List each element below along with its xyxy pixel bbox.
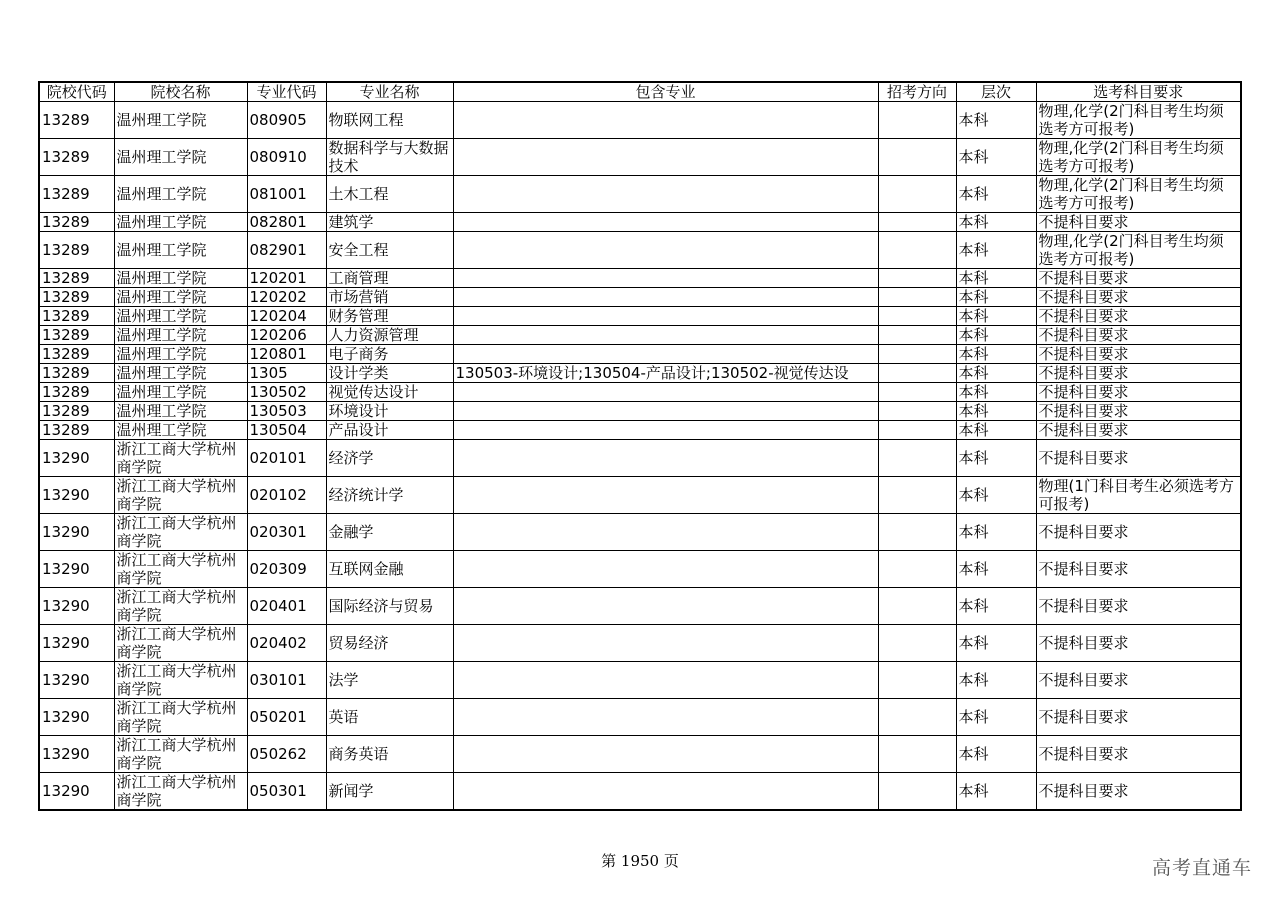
subject-requirement-cell: 物理,化学(2门科目考生均须选考方可报考) (1036, 102, 1241, 139)
included-majors-cell (453, 421, 878, 440)
included-majors-cell (453, 440, 878, 477)
header-subject-requirement: 选考科目要求 (1036, 82, 1241, 102)
major-name-cell: 英语 (326, 699, 453, 736)
school-name-cell: 温州理工学院 (114, 139, 247, 176)
table-row (39, 625, 1241, 662)
level-cell: 本科 (956, 551, 1036, 588)
subject-requirement-cell: 不提科目要求 (1036, 551, 1241, 588)
direction-cell (878, 402, 956, 421)
included-majors-cell (453, 139, 878, 176)
school-name-cell: 温州理工学院 (114, 213, 247, 232)
included-majors-cell (453, 288, 878, 307)
major-name-cell: 金融学 (326, 514, 453, 551)
major-code-cell: 120801 (247, 345, 326, 364)
level-cell: 本科 (956, 139, 1036, 176)
direction-cell (878, 213, 956, 232)
level-cell: 本科 (956, 736, 1036, 773)
level-cell: 本科 (956, 288, 1036, 307)
table-body (39, 102, 1241, 811)
table-row (39, 213, 1241, 232)
level-cell: 本科 (956, 662, 1036, 699)
major-name-cell: 法学 (326, 662, 453, 699)
major-code-cell: 130503 (247, 402, 326, 421)
school-name-cell: 温州理工学院 (114, 326, 247, 345)
included-majors-cell (453, 588, 878, 625)
major-code-cell: 020401 (247, 588, 326, 625)
major-code-cell: 1305 (247, 364, 326, 383)
level-cell: 本科 (956, 699, 1036, 736)
admissions-table (38, 81, 1242, 811)
direction-cell (878, 176, 956, 213)
subject-requirement-cell: 不提科目要求 (1036, 269, 1241, 288)
school-code-cell: 13290 (39, 625, 114, 662)
school-name-cell: 浙江工商大学杭州商学院 (114, 736, 247, 773)
table-row (39, 477, 1241, 514)
school-code-cell: 13289 (39, 364, 114, 383)
major-code-cell: 080905 (247, 102, 326, 139)
school-name-cell: 浙江工商大学杭州商学院 (114, 477, 247, 514)
level-cell: 本科 (956, 345, 1036, 364)
included-majors-cell (453, 551, 878, 588)
major-name-cell: 贸易经济 (326, 625, 453, 662)
school-code-cell: 13290 (39, 736, 114, 773)
level-cell: 本科 (956, 326, 1036, 345)
direction-cell (878, 288, 956, 307)
header-school-code: 院校代码 (39, 82, 114, 102)
school-name-cell: 浙江工商大学杭州商学院 (114, 625, 247, 662)
direction-cell (878, 383, 956, 402)
subject-requirement-cell: 不提科目要求 (1036, 440, 1241, 477)
level-cell: 本科 (956, 213, 1036, 232)
subject-requirement-cell: 不提科目要求 (1036, 345, 1241, 364)
school-name-cell: 温州理工学院 (114, 383, 247, 402)
level-cell: 本科 (956, 773, 1036, 811)
included-majors-cell (453, 345, 878, 364)
included-majors-cell (453, 383, 878, 402)
school-name-cell: 温州理工学院 (114, 176, 247, 213)
table-row (39, 307, 1241, 326)
major-name-cell: 数据科学与大数据技术 (326, 139, 453, 176)
major-name-cell: 人力资源管理 (326, 326, 453, 345)
table-row (39, 326, 1241, 345)
included-majors-cell (453, 102, 878, 139)
major-name-cell: 商务英语 (326, 736, 453, 773)
school-code-cell: 13290 (39, 551, 114, 588)
table-row (39, 383, 1241, 402)
included-majors-cell (453, 662, 878, 699)
school-name-cell: 浙江工商大学杭州商学院 (114, 514, 247, 551)
subject-requirement-cell: 不提科目要求 (1036, 421, 1241, 440)
table-row (39, 402, 1241, 421)
table-row (39, 736, 1241, 773)
table-row (39, 421, 1241, 440)
school-code-cell: 13290 (39, 773, 114, 811)
school-name-cell: 温州理工学院 (114, 232, 247, 269)
major-code-cell: 120201 (247, 269, 326, 288)
level-cell: 本科 (956, 402, 1036, 421)
direction-cell (878, 477, 956, 514)
direction-cell (878, 326, 956, 345)
school-code-cell: 13289 (39, 345, 114, 364)
table-row (39, 176, 1241, 213)
subject-requirement-cell: 不提科目要求 (1036, 514, 1241, 551)
level-cell: 本科 (956, 364, 1036, 383)
school-name-cell: 温州理工学院 (114, 345, 247, 364)
header-major-code: 专业代码 (247, 82, 326, 102)
table-row (39, 551, 1241, 588)
level-cell: 本科 (956, 307, 1036, 326)
major-code-cell: 082801 (247, 213, 326, 232)
major-name-cell: 财务管理 (326, 307, 453, 326)
school-name-cell: 温州理工学院 (114, 421, 247, 440)
school-code-cell: 13289 (39, 102, 114, 139)
included-majors-cell (453, 269, 878, 288)
major-name-cell: 经济统计学 (326, 477, 453, 514)
major-name-cell: 环境设计 (326, 402, 453, 421)
direction-cell (878, 102, 956, 139)
major-code-cell: 030101 (247, 662, 326, 699)
direction-cell (878, 625, 956, 662)
direction-cell (878, 364, 956, 383)
table-row (39, 662, 1241, 699)
subject-requirement-cell: 物理,化学(2门科目考生均须选考方可报考) (1036, 232, 1241, 269)
major-code-cell: 130504 (247, 421, 326, 440)
direction-cell (878, 662, 956, 699)
table-row (39, 699, 1241, 736)
level-cell: 本科 (956, 514, 1036, 551)
major-name-cell: 市场营销 (326, 288, 453, 307)
header-major-name: 专业名称 (326, 82, 453, 102)
major-code-cell: 020301 (247, 514, 326, 551)
direction-cell (878, 345, 956, 364)
direction-cell (878, 699, 956, 736)
major-code-cell: 120202 (247, 288, 326, 307)
school-name-cell: 温州理工学院 (114, 269, 247, 288)
header-row (39, 82, 1241, 102)
table-row (39, 102, 1241, 139)
header-school-name: 院校名称 (114, 82, 247, 102)
school-code-cell: 13290 (39, 440, 114, 477)
school-code-cell: 13290 (39, 477, 114, 514)
major-name-cell: 经济学 (326, 440, 453, 477)
school-code-cell: 13289 (39, 139, 114, 176)
major-code-cell: 130502 (247, 383, 326, 402)
level-cell: 本科 (956, 440, 1036, 477)
level-cell: 本科 (956, 421, 1036, 440)
header-level: 层次 (956, 82, 1036, 102)
level-cell: 本科 (956, 588, 1036, 625)
included-majors-cell (453, 699, 878, 736)
included-majors-cell (453, 213, 878, 232)
subject-requirement-cell: 物理(1门科目考生必须选考方可报考) (1036, 477, 1241, 514)
school-name-cell: 浙江工商大学杭州商学院 (114, 773, 247, 811)
included-majors-cell (453, 176, 878, 213)
major-name-cell: 电子商务 (326, 345, 453, 364)
subject-requirement-cell: 不提科目要求 (1036, 213, 1241, 232)
page-number: 第 1950 页 (601, 852, 679, 870)
header-included-majors: 包含专业 (453, 82, 878, 102)
subject-requirement-cell: 物理,化学(2门科目考生均须选考方可报考) (1036, 176, 1241, 213)
included-majors-cell (453, 307, 878, 326)
school-code-cell: 13289 (39, 402, 114, 421)
direction-cell (878, 514, 956, 551)
level-cell: 本科 (956, 383, 1036, 402)
school-name-cell: 温州理工学院 (114, 288, 247, 307)
direction-cell (878, 139, 956, 176)
table-row (39, 232, 1241, 269)
level-cell: 本科 (956, 269, 1036, 288)
table-row (39, 514, 1241, 551)
major-name-cell: 安全工程 (326, 232, 453, 269)
school-name-cell: 浙江工商大学杭州商学院 (114, 662, 247, 699)
included-majors-cell (453, 477, 878, 514)
table-row (39, 139, 1241, 176)
table-row (39, 345, 1241, 364)
table-row (39, 288, 1241, 307)
level-cell: 本科 (956, 625, 1036, 662)
major-code-cell: 080910 (247, 139, 326, 176)
major-name-cell: 工商管理 (326, 269, 453, 288)
school-code-cell: 13289 (39, 421, 114, 440)
direction-cell (878, 736, 956, 773)
watermark-text: 高考直通车 (1151, 857, 1252, 879)
major-code-cell: 050301 (247, 773, 326, 811)
level-cell: 本科 (956, 232, 1036, 269)
included-majors-cell (453, 625, 878, 662)
table-row (39, 440, 1241, 477)
major-name-cell: 物联网工程 (326, 102, 453, 139)
major-name-cell: 土木工程 (326, 176, 453, 213)
school-code-cell: 13289 (39, 213, 114, 232)
subject-requirement-cell: 不提科目要求 (1036, 699, 1241, 736)
major-name-cell: 国际经济与贸易 (326, 588, 453, 625)
school-code-cell: 13289 (39, 307, 114, 326)
major-name-cell: 新闻学 (326, 773, 453, 811)
subject-requirement-cell: 不提科目要求 (1036, 402, 1241, 421)
school-code-cell: 13289 (39, 288, 114, 307)
direction-cell (878, 307, 956, 326)
direction-cell (878, 269, 956, 288)
school-code-cell: 13289 (39, 383, 114, 402)
major-code-cell: 050201 (247, 699, 326, 736)
school-code-cell: 13289 (39, 269, 114, 288)
major-code-cell: 082901 (247, 232, 326, 269)
subject-requirement-cell: 不提科目要求 (1036, 736, 1241, 773)
included-majors-cell (453, 326, 878, 345)
school-code-cell: 13290 (39, 662, 114, 699)
school-name-cell: 温州理工学院 (114, 364, 247, 383)
subject-requirement-cell: 不提科目要求 (1036, 364, 1241, 383)
direction-cell (878, 551, 956, 588)
table-row (39, 269, 1241, 288)
major-code-cell: 050262 (247, 736, 326, 773)
subject-requirement-cell: 不提科目要求 (1036, 625, 1241, 662)
school-name-cell: 浙江工商大学杭州商学院 (114, 551, 247, 588)
major-code-cell: 120206 (247, 326, 326, 345)
major-code-cell: 020102 (247, 477, 326, 514)
direction-cell (878, 773, 956, 811)
subject-requirement-cell: 不提科目要求 (1036, 662, 1241, 699)
subject-requirement-cell: 物理,化学(2门科目考生均须选考方可报考) (1036, 139, 1241, 176)
major-name-cell: 视觉传达设计 (326, 383, 453, 402)
subject-requirement-cell: 不提科目要求 (1036, 307, 1241, 326)
level-cell: 本科 (956, 477, 1036, 514)
included-majors-cell (453, 773, 878, 811)
major-code-cell: 120204 (247, 307, 326, 326)
direction-cell (878, 440, 956, 477)
direction-cell (878, 421, 956, 440)
subject-requirement-cell: 不提科目要求 (1036, 773, 1241, 811)
included-majors-cell (453, 402, 878, 421)
school-name-cell: 浙江工商大学杭州商学院 (114, 699, 247, 736)
subject-requirement-cell: 不提科目要求 (1036, 383, 1241, 402)
major-code-cell: 020309 (247, 551, 326, 588)
subject-requirement-cell: 不提科目要求 (1036, 288, 1241, 307)
table-row (39, 773, 1241, 811)
school-name-cell: 温州理工学院 (114, 102, 247, 139)
major-code-cell: 020101 (247, 440, 326, 477)
header-direction: 招考方向 (878, 82, 956, 102)
school-code-cell: 13290 (39, 699, 114, 736)
school-code-cell: 13290 (39, 588, 114, 625)
table-row (39, 364, 1241, 383)
table-row (39, 588, 1241, 625)
school-name-cell: 浙江工商大学杭州商学院 (114, 440, 247, 477)
school-name-cell: 温州理工学院 (114, 307, 247, 326)
major-code-cell: 081001 (247, 176, 326, 213)
major-name-cell: 互联网金融 (326, 551, 453, 588)
included-majors-cell (453, 232, 878, 269)
major-code-cell: 020402 (247, 625, 326, 662)
subject-requirement-cell: 不提科目要求 (1036, 588, 1241, 625)
school-name-cell: 温州理工学院 (114, 402, 247, 421)
level-cell: 本科 (956, 176, 1036, 213)
included-majors-cell (453, 514, 878, 551)
school-code-cell: 13289 (39, 326, 114, 345)
major-name-cell: 设计学类 (326, 364, 453, 383)
included-majors-cell: 130503-环境设计;130504-产品设计;130502-视觉传达设 (453, 364, 878, 383)
major-name-cell: 建筑学 (326, 213, 453, 232)
school-code-cell: 13289 (39, 176, 114, 213)
school-code-cell: 13289 (39, 232, 114, 269)
included-majors-cell (453, 736, 878, 773)
direction-cell (878, 232, 956, 269)
major-name-cell: 产品设计 (326, 421, 453, 440)
level-cell: 本科 (956, 102, 1036, 139)
direction-cell (878, 588, 956, 625)
school-name-cell: 浙江工商大学杭州商学院 (114, 588, 247, 625)
school-code-cell: 13290 (39, 514, 114, 551)
subject-requirement-cell: 不提科目要求 (1036, 326, 1241, 345)
